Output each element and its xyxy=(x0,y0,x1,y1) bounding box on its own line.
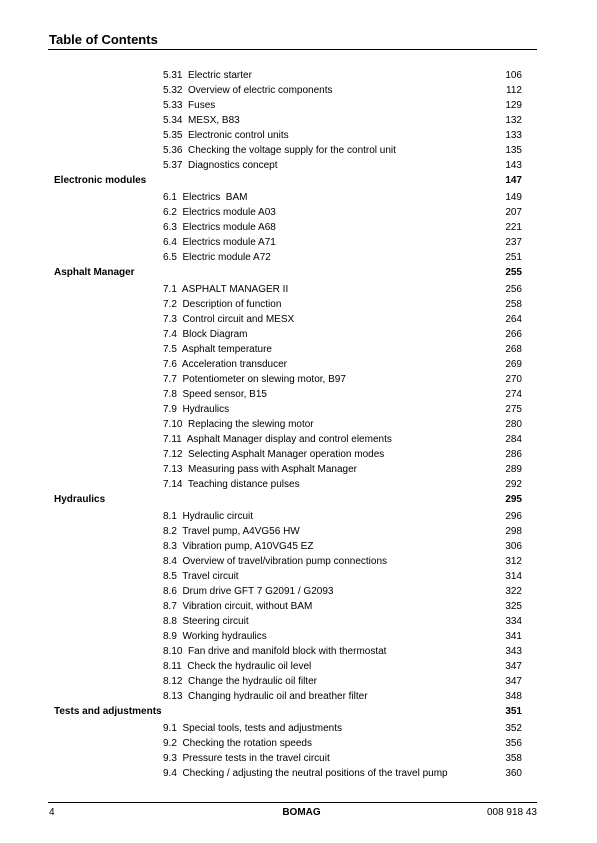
toc-page-number: 106 xyxy=(505,70,522,81)
toc-label: Asphalt Manager xyxy=(54,267,135,278)
toc-entry[interactable] xyxy=(0,721,597,736)
toc-page-number: 133 xyxy=(505,130,522,141)
toc-page-number: 269 xyxy=(505,359,522,370)
toc-entry[interactable] xyxy=(0,462,597,477)
toc-page-number: 129 xyxy=(505,100,522,111)
toc-label: 6.5 Electric module A72 xyxy=(163,252,271,263)
toc-page-number: 348 xyxy=(505,691,522,702)
toc-label: 6.3 Electrics module A68 xyxy=(163,222,276,233)
toc-label: 8.12 Change the hydraulic oil filter xyxy=(163,676,317,687)
toc-label: 5.36 Checking the voltage supply for the control unit xyxy=(163,145,396,156)
toc-entry[interactable] xyxy=(0,128,597,143)
toc-entry[interactable] xyxy=(0,387,597,402)
footer-brand: BOMAG xyxy=(282,807,321,818)
toc-label: Hydraulics xyxy=(54,494,106,505)
toc-label: 7.2 Description of function xyxy=(163,299,282,310)
toc-page-number: 268 xyxy=(505,344,522,355)
toc-entry[interactable] xyxy=(0,736,597,751)
toc-entry[interactable] xyxy=(0,312,597,327)
footer-rule xyxy=(48,802,537,803)
toc-entry[interactable] xyxy=(0,113,597,128)
toc-chapter[interactable] xyxy=(0,173,597,189)
toc-label: Electronic modules xyxy=(54,175,147,186)
toc-page-number: 286 xyxy=(505,449,522,460)
toc-entry[interactable] xyxy=(0,417,597,432)
toc-label: 7.3 Control circuit and MESX xyxy=(163,314,295,325)
toc-chapter[interactable] xyxy=(0,265,597,281)
toc-entry[interactable] xyxy=(0,674,597,689)
toc-label: 7.6 Acceleration transducer xyxy=(163,359,287,370)
toc-entry[interactable] xyxy=(0,190,597,205)
toc-entry[interactable] xyxy=(0,205,597,220)
toc-page-number: 334 xyxy=(505,616,522,627)
toc-page-number: 149 xyxy=(505,192,522,203)
toc-label: 6.4 Electrics module A71 xyxy=(163,237,276,248)
toc-entry[interactable] xyxy=(0,68,597,83)
toc-page-number: 347 xyxy=(505,676,522,687)
toc-page-number: 270 xyxy=(505,374,522,385)
toc-entry[interactable] xyxy=(0,327,597,342)
toc-entry[interactable] xyxy=(0,235,597,250)
toc-page-number: 292 xyxy=(505,479,522,490)
toc-entry[interactable] xyxy=(0,644,597,659)
toc-entry[interactable] xyxy=(0,372,597,387)
toc-page-number: 256 xyxy=(505,284,522,295)
toc-page-number: 341 xyxy=(505,631,522,642)
toc-page-number: 264 xyxy=(505,314,522,325)
toc-page-number: 112 xyxy=(506,85,522,96)
toc-label: 8.4 Overview of travel/vibration pump connections xyxy=(163,556,387,567)
toc-label: 8.13 Changing hydraulic oil and breather filter xyxy=(163,691,368,702)
toc-page-number: 207 xyxy=(505,207,522,218)
toc-label: 7.12 Selecting Asphalt Manager operation modes xyxy=(163,449,385,460)
toc-page-number: 298 xyxy=(505,526,522,537)
toc-list xyxy=(0,68,597,781)
toc-label: 5.37 Diagnostics concept xyxy=(163,160,278,171)
toc-page-number: 289 xyxy=(505,464,522,475)
toc-page-number: 296 xyxy=(505,511,522,522)
toc-entry[interactable] xyxy=(0,297,597,312)
toc-entry[interactable] xyxy=(0,614,597,629)
toc-page-number: 314 xyxy=(505,571,522,582)
toc-page-number: 312 xyxy=(505,556,522,567)
toc-label: 8.1 Hydraulic circuit xyxy=(163,511,254,522)
toc-label: 8.3 Vibration pump, A10VG45 EZ xyxy=(163,541,314,552)
toc-label: 8.6 Drum drive GFT 7 G2091 / G2093 xyxy=(163,586,334,597)
toc-page-number: 280 xyxy=(505,419,522,430)
toc-page-number: 221 xyxy=(505,222,522,233)
toc-label: 8.7 Vibration circuit, without BAM xyxy=(163,601,313,612)
toc-page-number: 352 xyxy=(505,723,522,734)
toc-entry[interactable] xyxy=(0,357,597,372)
toc-page-number: 237 xyxy=(505,237,522,248)
toc-entry[interactable] xyxy=(0,599,597,614)
toc-entry[interactable] xyxy=(0,98,597,113)
toc-page-number: 251 xyxy=(505,252,522,263)
toc-label: 8.10 Fan drive and manifold block with thermostat xyxy=(163,646,387,657)
toc-label: 8.5 Travel circuit xyxy=(163,571,239,582)
toc-page-number: 343 xyxy=(505,646,522,657)
toc-label: 7.1 ASPHALT MANAGER II xyxy=(163,284,289,295)
toc-label: 7.4 Block Diagram xyxy=(163,329,248,340)
toc-entry[interactable] xyxy=(0,689,597,704)
toc-label: 7.7 Potentiometer on slewing motor, B97 xyxy=(163,374,346,385)
toc-label: 9.1 Special tools, tests and adjustments xyxy=(163,723,342,734)
toc-label: 5.32 Overview of electric components xyxy=(163,85,333,96)
toc-entry[interactable] xyxy=(0,447,597,462)
toc-entry[interactable] xyxy=(0,509,597,524)
toc-entry[interactable] xyxy=(0,554,597,569)
toc-page-number: 258 xyxy=(505,299,522,310)
toc-label: 8.11 Check the hydraulic oil level xyxy=(163,661,312,672)
toc-entry[interactable] xyxy=(0,751,597,766)
toc-label: 5.33 Fuses xyxy=(163,100,216,111)
toc-label: 7.5 Asphalt temperature xyxy=(163,344,272,355)
toc-page-number: 306 xyxy=(505,541,522,552)
toc-entry[interactable] xyxy=(0,659,597,674)
toc-entry[interactable] xyxy=(0,143,597,158)
toc-label: 8.9 Working hydraulics xyxy=(163,631,267,642)
toc-label: Tests and adjustments xyxy=(54,706,162,717)
toc-entry[interactable] xyxy=(0,584,597,599)
toc-entry[interactable] xyxy=(0,629,597,644)
toc-label: 5.31 Electric starter xyxy=(163,70,252,81)
toc-page-number: 360 xyxy=(505,768,522,779)
toc-label: 5.34 MESX, B83 xyxy=(163,115,240,126)
toc-page-number: 143 xyxy=(505,160,522,171)
toc-entry[interactable] xyxy=(0,569,597,584)
toc-page-number: 266 xyxy=(505,329,522,340)
toc-page-number: 147 xyxy=(505,175,522,186)
toc-page-number: 322 xyxy=(505,586,522,597)
toc-label: 9.4 Checking / adjusting the neutral positions of the travel pump xyxy=(163,768,448,779)
toc-page-number: 295 xyxy=(505,494,522,505)
toc-chapter[interactable] xyxy=(0,492,597,508)
toc-entry[interactable] xyxy=(0,282,597,297)
footer-doc-number: 008 918 43 xyxy=(486,807,537,818)
toc-entry[interactable] xyxy=(0,402,597,417)
toc-label: 7.13 Measuring pass with Asphalt Manager xyxy=(163,464,357,475)
toc-entry[interactable] xyxy=(0,250,597,265)
toc-page-number: 255 xyxy=(505,267,522,278)
toc-label: 8.8 Steering circuit xyxy=(163,616,249,627)
toc-entry[interactable] xyxy=(0,432,597,447)
toc-entry[interactable] xyxy=(0,524,597,539)
toc-label: 5.35 Electronic control units xyxy=(163,130,289,141)
toc-label: 7.14 Teaching distance pulses xyxy=(163,479,300,490)
toc-entry[interactable] xyxy=(0,342,597,357)
toc-entry[interactable] xyxy=(0,158,597,173)
toc-label: 7.9 Hydraulics xyxy=(163,404,230,415)
toc-label: 7.10 Replacing the slewing motor xyxy=(163,419,314,430)
toc-page-number: 351 xyxy=(505,706,522,717)
toc-label: 6.1 Electrics BAM xyxy=(163,192,248,203)
toc-label: 9.3 Pressure tests in the travel circuit xyxy=(163,753,330,764)
toc-chapter[interactable] xyxy=(0,704,597,720)
toc-page-number: 284 xyxy=(505,434,522,445)
toc-label: 9.2 Checking the rotation speeds xyxy=(163,738,312,749)
toc-page-number: 325 xyxy=(505,601,522,612)
toc-page-number: 347 xyxy=(505,661,522,672)
toc-label: 7.8 Speed sensor, B15 xyxy=(163,389,267,400)
toc-page-number: 356 xyxy=(505,738,522,749)
toc-entry[interactable] xyxy=(0,539,597,554)
toc-page-number: 132 xyxy=(505,115,522,126)
toc-page-number: 275 xyxy=(505,404,522,415)
toc-page-number: 274 xyxy=(505,389,522,400)
toc-label: 7.11 Asphalt Manager display and control elements xyxy=(163,434,392,445)
footer-page-number: 4 xyxy=(49,807,55,818)
toc-page-number: 135 xyxy=(505,145,522,156)
toc-label: 8.2 Travel pump, A4VG56 HW xyxy=(163,526,300,537)
toc-label: 6.2 Electrics module A03 xyxy=(163,207,276,218)
header-rule xyxy=(48,49,537,50)
toc-entry[interactable] xyxy=(0,83,597,98)
toc-entry[interactable] xyxy=(0,220,597,235)
toc-page-number: 358 xyxy=(505,753,522,764)
toc-entry[interactable] xyxy=(0,477,597,492)
page-title: Table of Contents xyxy=(49,32,158,47)
toc-entry[interactable] xyxy=(0,766,597,781)
